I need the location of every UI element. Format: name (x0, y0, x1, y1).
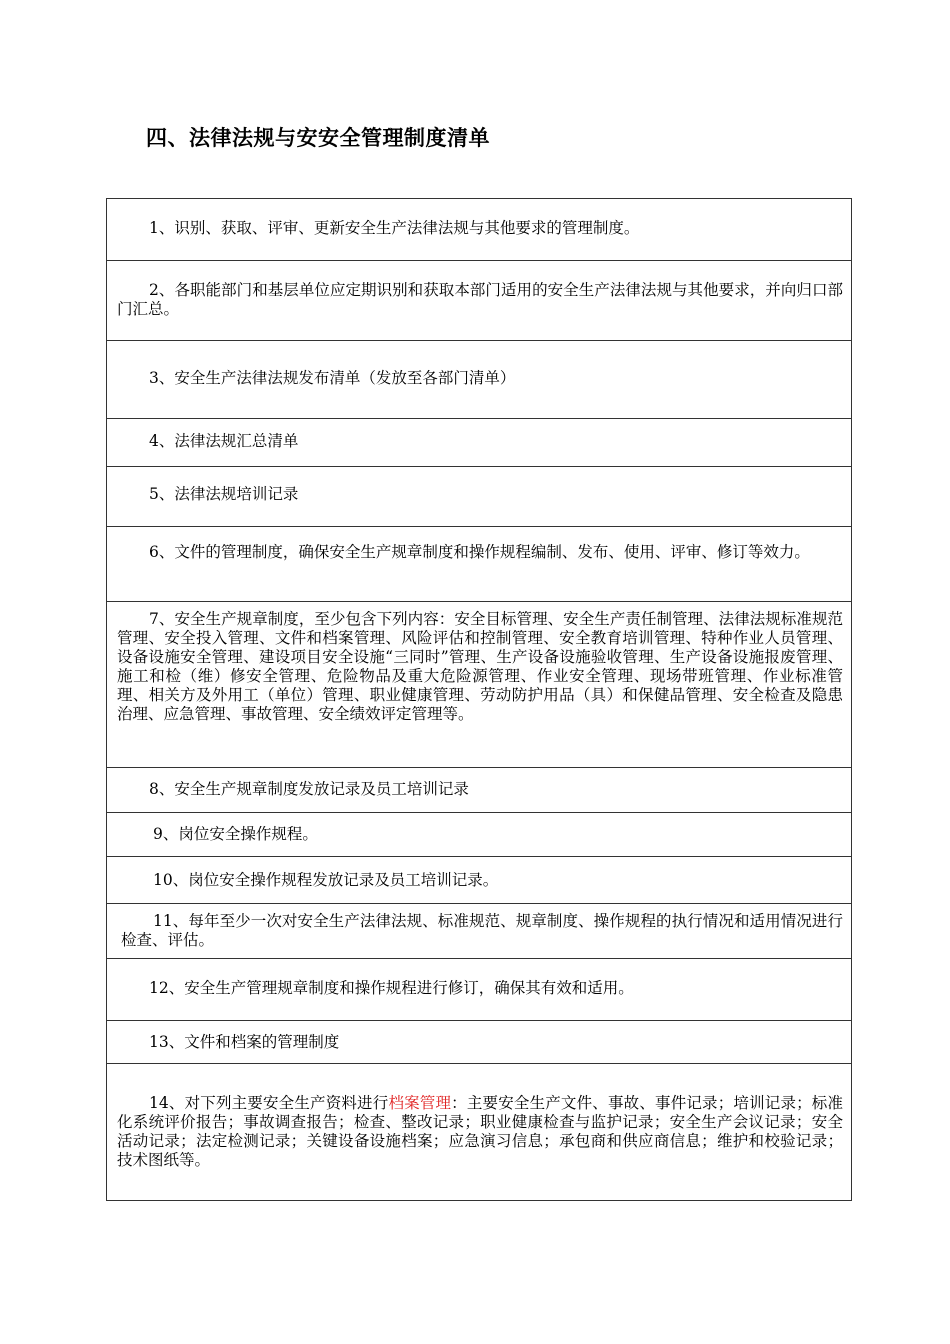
list-item (107, 1021, 851, 1064)
list-item (107, 1064, 851, 1200)
list-item (107, 602, 851, 768)
highlight-text: 档案管理 (388, 1094, 452, 1112)
item-text: 11、每年至少一次对安全生产法律法规、标准规范、规章制度、操作规程的执行情况和适用情况进行检查、评估。 (121, 912, 843, 949)
item-text: 5、法律法规培训记录 (149, 485, 299, 503)
list-item (107, 959, 851, 1021)
item-text: 13、文件和档案的管理制度 (149, 1033, 340, 1051)
item-text: 8、安全生产规章制度发放记录及员工培训记录 (149, 780, 469, 798)
checklist-table (106, 198, 852, 1201)
item-text-before: 14、对下列主要安全生产资料进行 (149, 1094, 389, 1112)
list-item (107, 857, 851, 904)
list-item (107, 419, 851, 467)
item-text: 1、识别、获取、评审、更新安全生产法律法规与其他要求的管理制度。 (149, 219, 640, 237)
list-item (107, 341, 851, 419)
list-item (107, 768, 851, 813)
item-text: 2、各职能部门和基层单位应定期识别和获取本部门适用的安全生产法律法规与其他要求，并向归口部门汇总。 (117, 281, 843, 318)
item-text: 6、文件的管理制度，确保安全生产规章制度和操作规程编制、发布、使用、评审、修订等效力。 (149, 543, 810, 561)
item-text (117, 1094, 843, 1170)
item-text: 4、法律法规汇总清单 (149, 432, 299, 450)
item-text: 3、安全生产法律法规发布清单（发放至各部门清单） (149, 369, 516, 387)
item-text-after: ：主要安全生产文件、事故、事件记录；培训记录；标准化系统评价报告；事故调查报告；检查、整改记录；职业健康检查与监护记录；安全生产会议记录；安全活动记录；法定检测记录；关键设备设施档案；应急演习信息；承包商和供应商信息；维护和校验记录；技术图纸等。 (117, 1094, 843, 1169)
page-title: 四、法律法规与安安全管理制度清单 (146, 126, 490, 150)
list-item (107, 199, 851, 261)
item-text: 7、安全生产规章制度，至少包含下列内容：安全目标管理、安全生产责任制管理、法律法规标准规范管理、安全投入管理、文件和档案管理、风险评估和控制管理、安全教育培训管理、特种作业人员管理、设备设施安全管理、建设项目安全设施“三同时”管理、生产设备设施验收管理、生产设备设施报废管理、施工和检（维）修安全管理、危险物品及重大危险源管理、作业安全管理、现场带班管理、作业标准管理、相关方及外用工（单位）管理、职业健康管理、劳动防护用品（具）和保健品管理、安全检查及隐患治理、应急管理、事故管理、安全绩效评定管理等。 (117, 610, 843, 723)
list-item (107, 261, 851, 341)
list-item (107, 527, 851, 602)
list-item (107, 813, 851, 857)
item-text: 12、安全生产管理规章制度和操作规程进行修订，确保其有效和适用。 (149, 979, 634, 997)
item-text: 10、岗位安全操作规程发放记录及员工培训记录。 (153, 871, 499, 889)
item-text: 9、岗位安全操作规程。 (153, 825, 318, 843)
list-item (107, 467, 851, 527)
list-item (107, 904, 851, 959)
